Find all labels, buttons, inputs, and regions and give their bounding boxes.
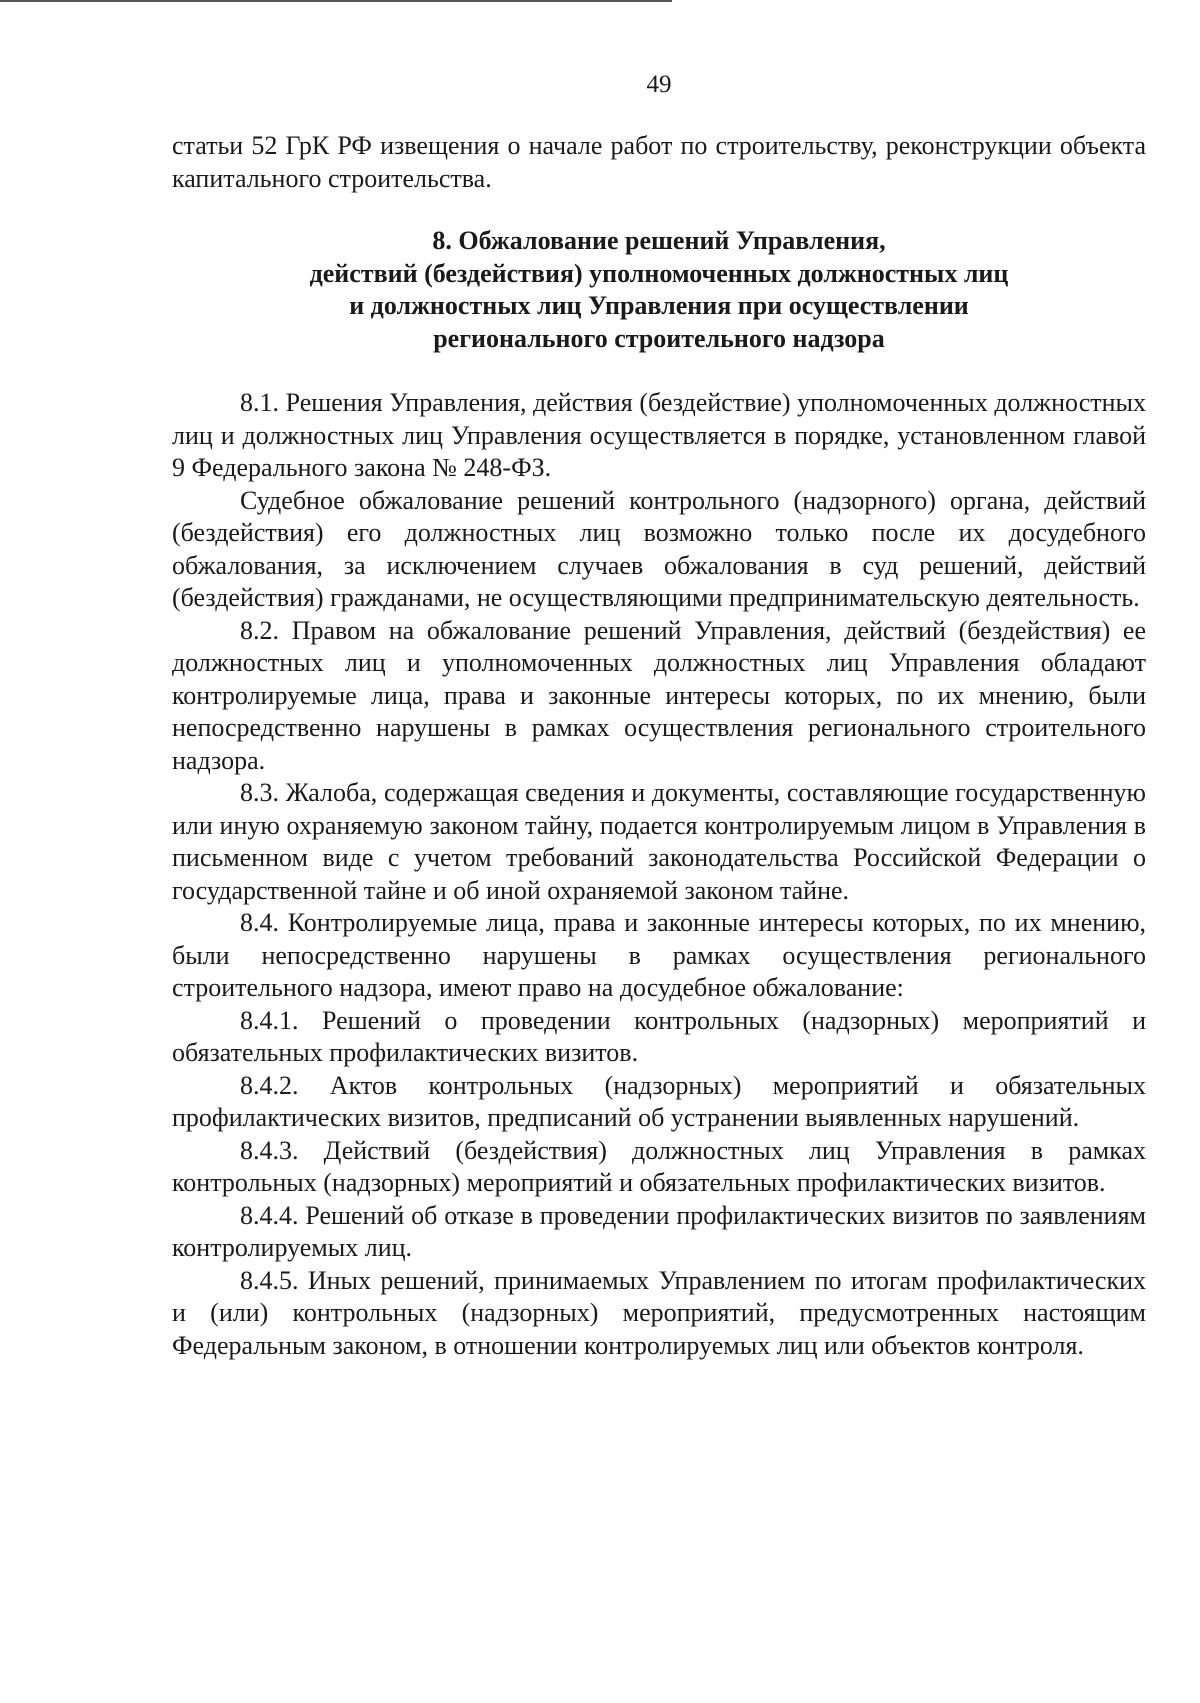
paragraph-8-3: 8.3. Жалоба, содержащая сведения и документы, составляющие государственную или иную охраняемую законом тайну, подается контролируемым лицом в Управления в письменном виде с учетом требований законодательства Российской Федерации о государственной тайне и об иной охраняемой законом тайне. (172, 778, 1146, 905)
section-heading-line: и должностных лиц Управления при осуществлении (349, 291, 969, 320)
intro-paragraph: статьи 52 ГрК РФ извещения о начале работ по строительству, реконструкции объекта капитального строительства. (172, 131, 1146, 193)
paragraph-8-2: 8.2. Правом на обжалование решений Управления, действий (бездействия) ее должностных лиц и уполномоченных должностных лиц Управления обладают контролируемые лица, права и законные интересы которых, по их мнению, были непосредственно нарушены в рамках осуществления регионального строительного надзора. (172, 615, 1146, 775)
paragraph-8-4-4: 8.4.4. Решений об отказе в проведении профилактических визитов по заявлениям контролируемых лиц. (172, 1200, 1146, 1262)
paragraph-judicial-appeal: Судебное обжалование решений контрольного (надзорного) органа, действий (бездействия) его должностных лиц возможно только после их досудебного обжалования, за исключением случаев обжалования в суд решений, действий (бездействия) гражданами, не осуществляющими предпринимательскую деятельность. (172, 485, 1146, 612)
document-page (172, 70, 1146, 1362)
section-heading (172, 225, 1146, 355)
paragraph-8-4: 8.4. Контролируемые лица, права и законные интересы которых, по их мнению, были непосредственно нарушены в рамках осуществления регионального строительного надзора, имеют право на досудебное обжалование: (172, 908, 1146, 1002)
section-heading-line: 8. Обжалование решений Управления, (432, 226, 886, 255)
scan-border-line (0, 0, 672, 2)
paragraph-8-4-2: 8.4.2. Актов контрольных (надзорных) мероприятий и обязательных профилактических визитов, предписаний об устранении выявленных нарушений. (172, 1070, 1146, 1132)
paragraph-8-4-1: 8.4.1. Решений о проведении контрольных (надзорных) мероприятий и обязательных профилактических визитов. (172, 1005, 1146, 1067)
section-heading-line: действий (бездействия) уполномоченных должностных лиц (309, 258, 1009, 288)
paragraph-8-4-3: 8.4.3. Действий (бездействия) должностных лиц Управления в рамках контрольных (надзорных) мероприятий и обязательных профилактических визитов. (172, 1135, 1146, 1197)
page-number: 49 (646, 71, 672, 98)
section-heading-line: регионального строительного надзора (433, 323, 885, 353)
paragraph-8-1: 8.1. Решения Управления, действия (бездействие) уполномоченных должностных лиц и должностных лиц Управления осуществляется в порядке, установленном главой 9 Федерального закона № 248-ФЗ. (172, 388, 1146, 482)
paragraph-8-4-5: 8.4.5. Иных решений, принимаемых Управлением по итогам профилактических и (или) контрольных (надзорных) мероприятий, предусмотренных настоящим Федеральным законом, в отношении контролируемых лиц или объектов контроля. (172, 1265, 1146, 1360)
